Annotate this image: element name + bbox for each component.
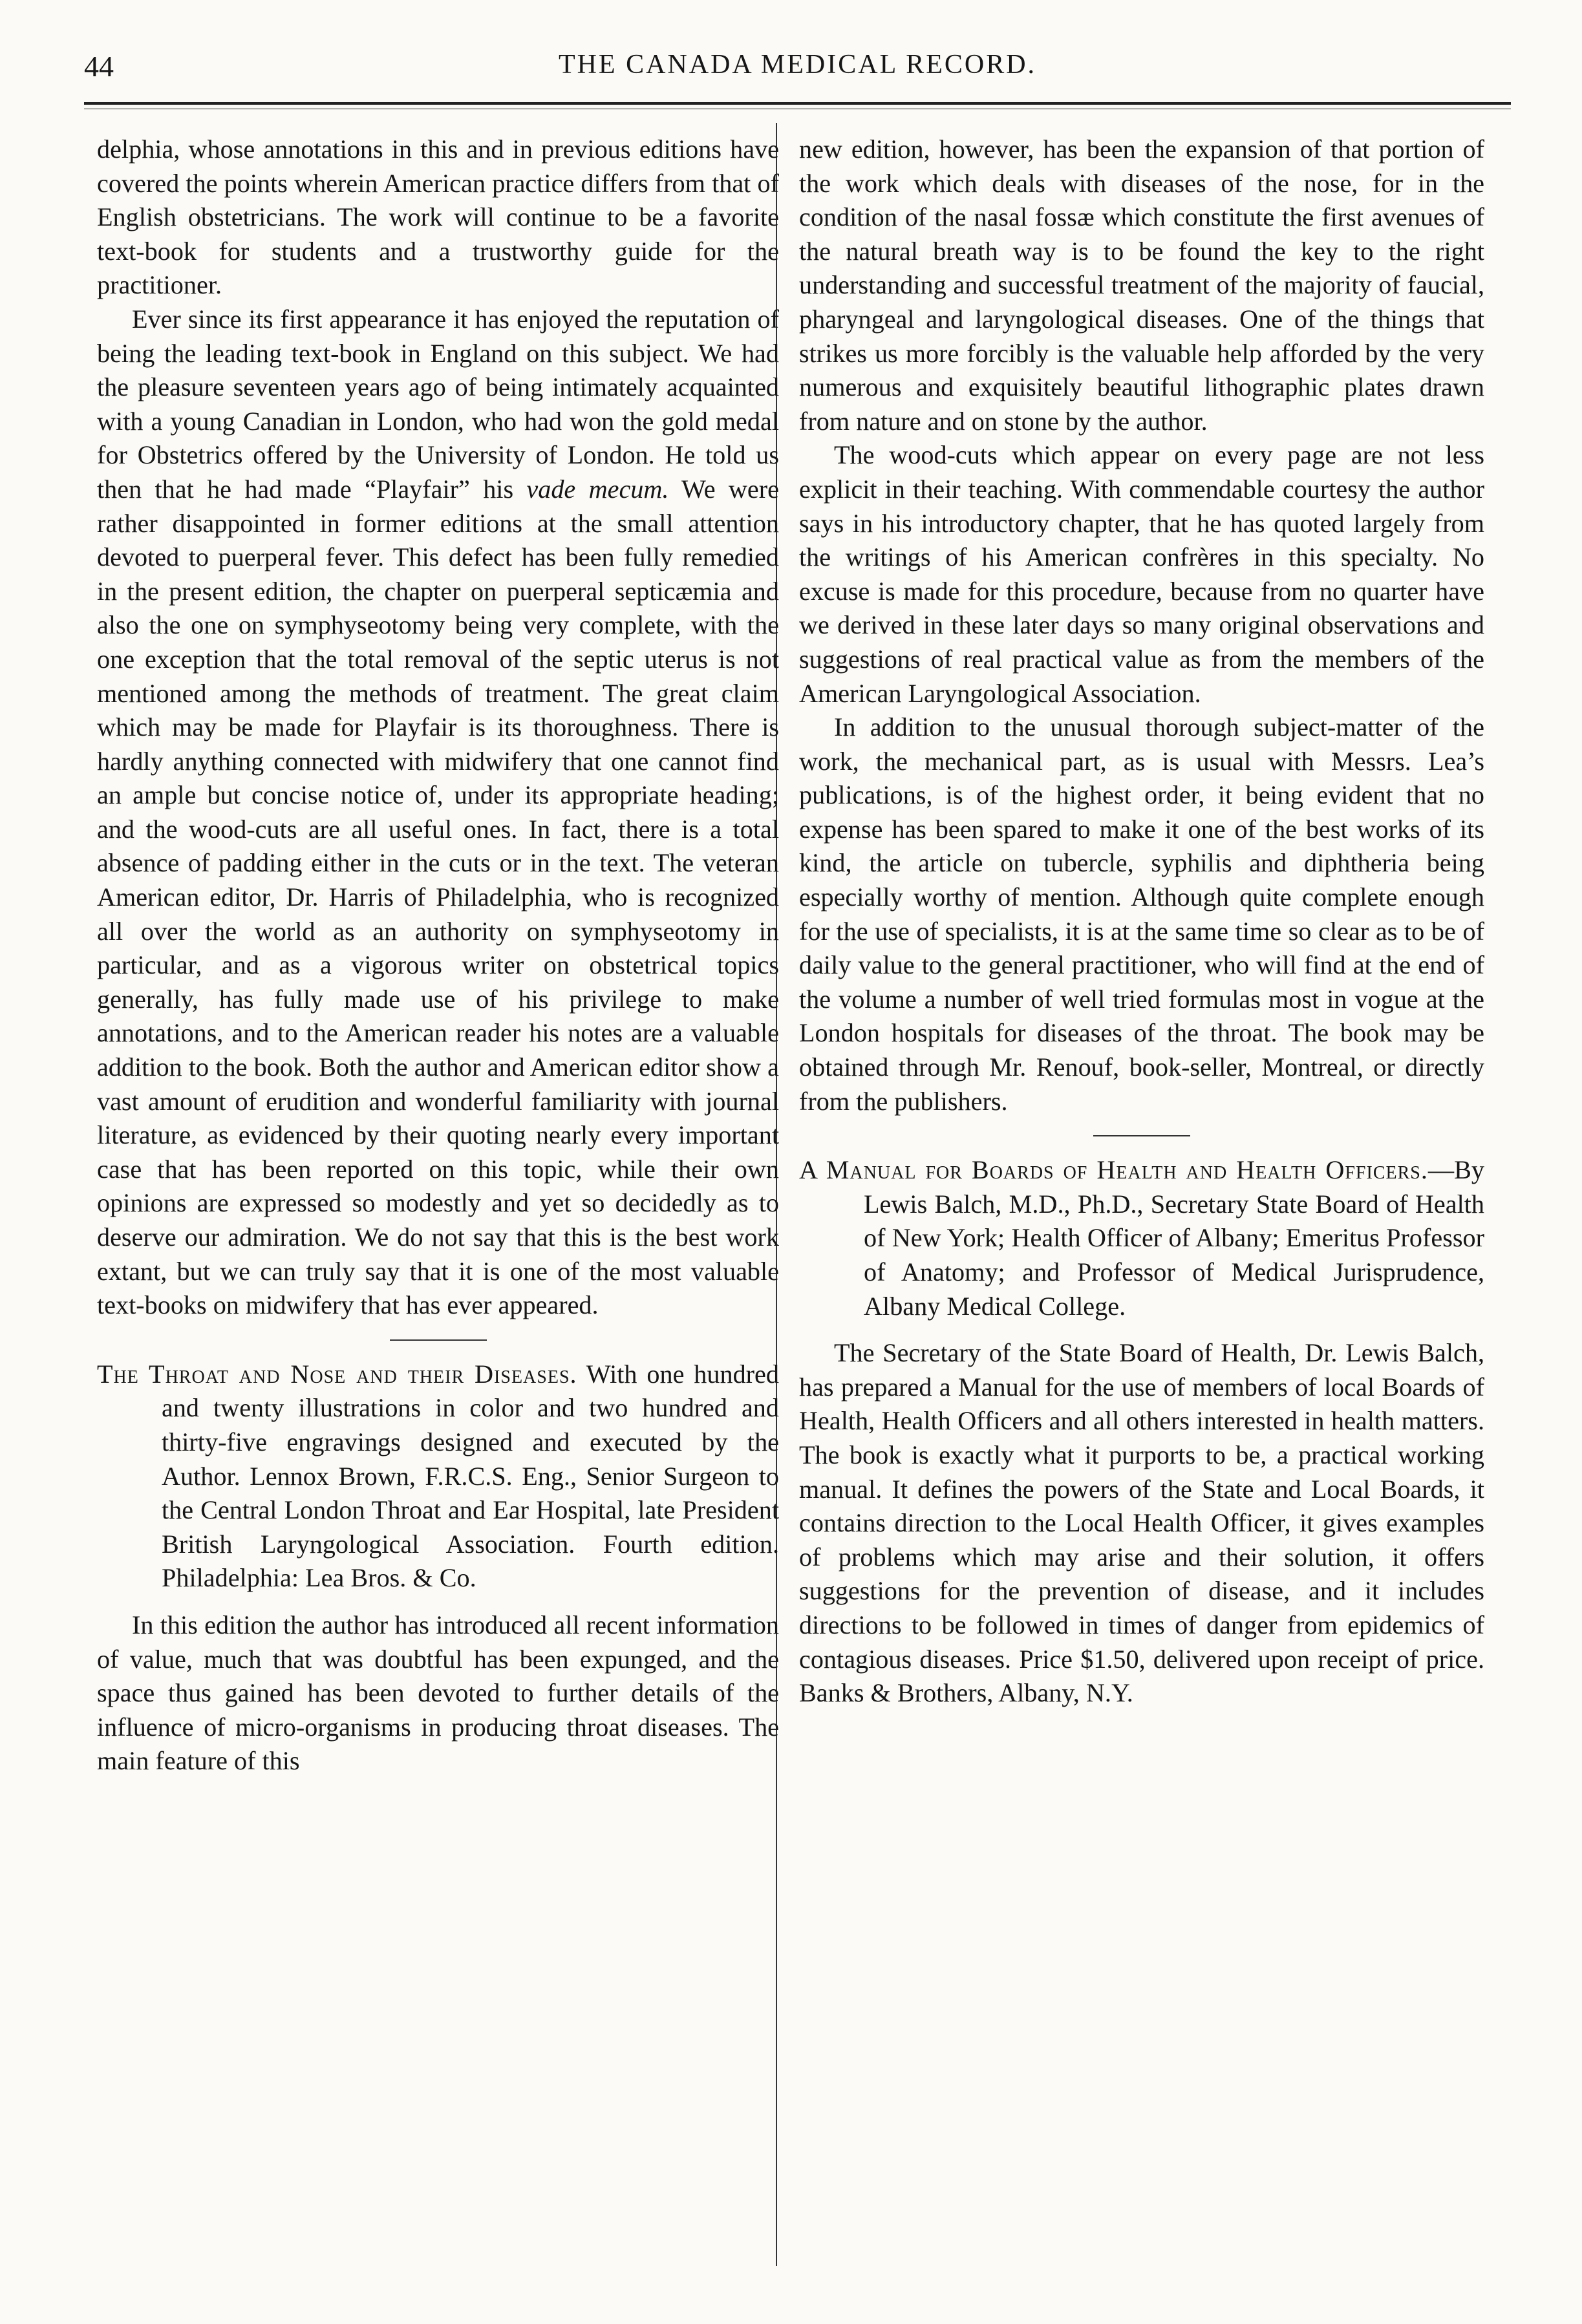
right-column	[799, 133, 1484, 1711]
left-column	[97, 133, 779, 1778]
section-separator	[390, 1339, 487, 1341]
continued-paragraph: new edition, however, has been the expansion of that portion of the work which deals with diseases of the nose, for in the condition of the nasal fossæ which constitute the first avenues of the natural breath way is to be found the key to the right understanding and successful treatment of the majority of faucial, pharyngeal and laryngological diseases. One of the things that strikes us more forcibly is the valuable help afforded by the very numerous and exquisitely beautiful lithographic plates drawn from nature and on stone by the author.	[799, 134, 1484, 436]
review-title: A Manual for Boards of Health and Health Officers.	[799, 1155, 1428, 1185]
review-title: The Throat and Nose and their Diseases.	[97, 1359, 577, 1389]
header-rule-thick	[84, 102, 1511, 105]
review-bibliographic-details: With one hundred and twenty illustrations in color and two hundred and thirty-five engravings designed and executed by the Author. Lennox Brown, F.R.C.S. Eng., Senior Surgeon to the Central London Throat and Ear Hospital, late President British Laryngological Association. Fourth edition. Philadelphia: Lea Bros. & Co.	[162, 1359, 779, 1593]
review-bibliographic-details: —By Lewis Balch, M.D., Ph.D., Secretary State Board of Health of New York; Health Officer of Albany; Emeritus Professor of Anatomy; and Professor of Medical Jurisprudence, Albany Medical College.	[864, 1155, 1484, 1321]
section-separator	[1093, 1135, 1190, 1136]
woodcuts-paragraph: The wood-cuts which appear on every page are not less explicit in their teaching. With commendable courtesy the author says in his introductory chapter, that he has quoted largely from the writings of his American confrères in this specialty. No excuse is made for this procedure, because from no quarter have we derived in these later days so many original observations and suggestions of real practical value as from the members of the American Laryngological Association.	[799, 440, 1484, 708]
mechanical-part-paragraph: In addition to the unusual thorough subject-matter of the work, the mechanical part, as is usual with Messrs. Lea’s publications, is of the highest order, it being evident that no expense has been spared to make it one of the best works of its kind, the article on tubercle, syphilis and diphtheria being especially worthy of mention. Although quite complete enough for the use of specialists, it is at the same time so clear as to be of daily value to the general practitioner, who will find at the end of the volume a number of well tried formulas most in vogue at the London hospitals for diseases of the throat. The book may be obtained through Mr. Renouf, book-seller, Montreal, or directly from the publishers.	[799, 712, 1484, 1116]
page-number: 44	[84, 50, 114, 83]
italic-phrase: vade mecum.	[526, 474, 669, 504]
page-header	[84, 45, 1511, 97]
review-heading-manual-boards-health	[799, 1153, 1484, 1323]
review-heading-throat-nose	[97, 1358, 779, 1595]
paragraph-text: We were rather disappointed in former editions at the small attention devoted to puerperal fever. This defect has been fully remedied in the present edition, the chapter on puerperal septicæmia and also the one on symphyseotomy being very complete, with the one exception that the total removal of the septic uterus is not mentioned among the methods of treatment. The great claim which may be made for Playfair is its thoroughness. There is hardly anything connected with midwifery that one cannot find an ample but concise notice of, under its appropriate heading; and the wood-cuts are all useful ones. In fact, there is a total absence of padding either in the cuts or in the text. The veteran American editor, Dr. Harris of Philadelphia, who is recognized all over the world as an authority on symphyseotomy in particular, and as a vigorous writer on obstetrical topics generally, has fully made use of his privilege to make annotations, and to the American reader his notes are a valuable addition to the book. Both the author and American editor show a vast amount of erudition and wonderful familiarity with journal literature, as evidenced by their quoting nearly every important case that has been reported on this topic, while their own opinions are expressed so modestly and yet so decidedly as to deserve our admiration. We do not say that this is the best work extant, but we can truly say that it is one of the most valuable text-books on midwifery that has ever appeared.	[97, 474, 779, 1320]
manual-review-paragraph: The Secretary of the State Board of Health, Dr. Lewis Balch, has prepared a Manual for the use of members of local Boards of Health, Health Officers and all others interested in health matters. The book is exactly what it purports to be, a practical working manual. It defines the powers of the State and Local Boards, it contains direction to the Local Health Officer, it gives examples of problems which may arise and their solution, it offers suggestions for the prevention of disease, and it includes directions to be followed in times of danger from epidemics of contagious diseases. Price $1.50, delivered upon receipt of price. Banks & Brothers, Albany, N.Y.	[799, 1338, 1484, 1708]
throat-review-paragraph: In this edition the author has introduced all recent information of value, much that was doubtful has been expunged, and the space thus gained has been devoted to further details of the influence of micro-organisms in producing throat diseases. The main feature of this	[97, 1610, 779, 1776]
running-title: THE CANADA MEDICAL RECORD.	[558, 50, 1037, 80]
playfair-review-paragraph	[97, 303, 779, 1323]
continued-paragraph: delphia, whose annotations in this and in previous editions have covered the points wherein American practice differs from that of English obstetricians. The work will continue to be a favorite text-book for students and a trustworthy guide for the practitioner.	[97, 134, 779, 300]
paragraph-text: Ever since its first appearance it has enjoyed the reputation of being the leading text-book in England on this subject. We had the pleasure seventeen years ago of being intimately acquainted with a young Canadian in London, who had won the gold medal for Obstetrics offered by the University of London. He told us then that he had made “Playfair” his	[97, 304, 779, 504]
